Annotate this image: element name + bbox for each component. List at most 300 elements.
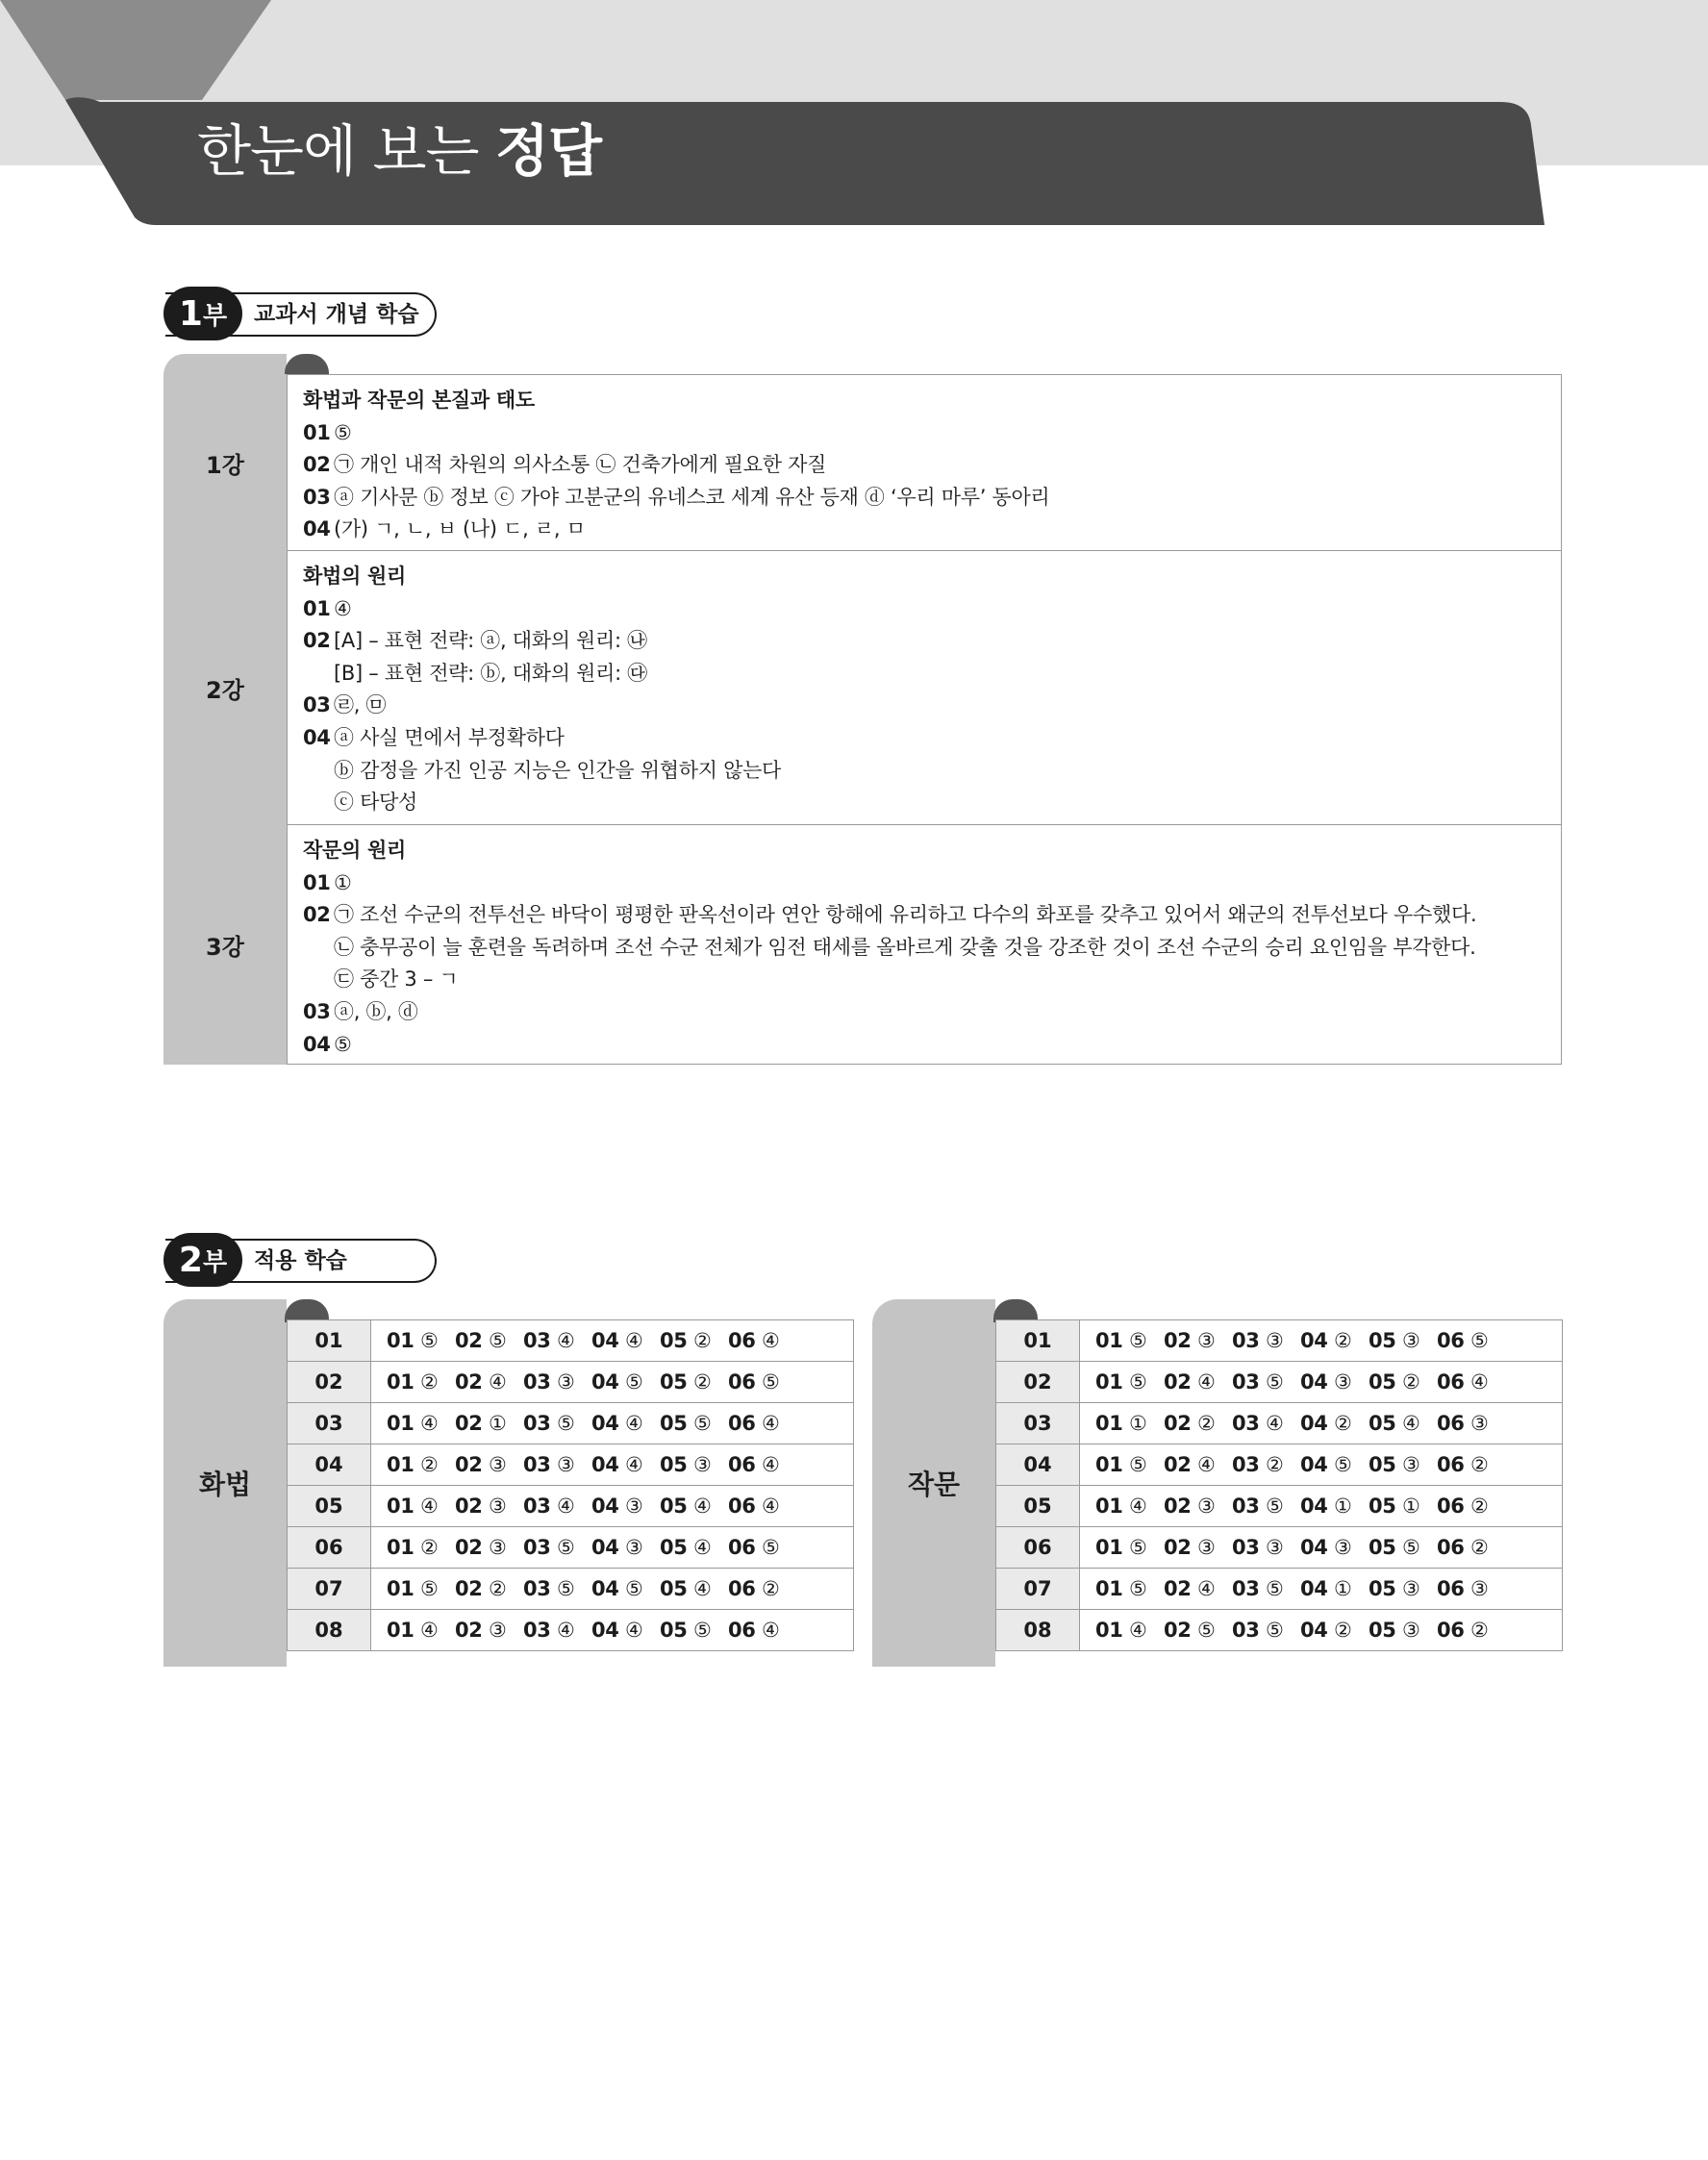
answer-choice: ④	[1197, 1370, 1216, 1394]
answer-choice: ③	[557, 1370, 575, 1394]
answer-item	[523, 1329, 591, 1352]
answer-choice: ②	[693, 1370, 712, 1394]
answer-choice: ②	[1470, 1453, 1489, 1476]
answer-list	[371, 1527, 854, 1569]
answer-choice: ④	[762, 1329, 780, 1352]
answer-row	[288, 1610, 854, 1651]
unit-number: 05	[996, 1486, 1080, 1527]
answer-item	[1369, 1577, 1437, 1600]
part2-tag-number: 2 부	[163, 1233, 242, 1287]
question-number: 04	[1300, 1619, 1328, 1642]
answer-choice: ④	[420, 1494, 439, 1518]
answer-choice: ④	[1470, 1370, 1489, 1394]
answer-choice: ④	[557, 1619, 575, 1642]
answer-item	[455, 1329, 523, 1352]
question-number: 03	[523, 1412, 551, 1435]
question-number: 04	[591, 1329, 619, 1352]
lesson-3-title: 작문의 원리	[303, 839, 406, 862]
answer-item	[591, 1453, 660, 1476]
question-number: 06	[1437, 1577, 1465, 1600]
answer-item	[1095, 1370, 1164, 1394]
answer-choice: ③	[693, 1453, 712, 1476]
question-number: 02	[455, 1329, 483, 1352]
question-number: 02	[455, 1536, 483, 1559]
answer-choice: ②	[1470, 1536, 1489, 1559]
answer-item	[523, 1494, 591, 1518]
answer-choice: ⑤	[1266, 1577, 1284, 1600]
answer-item	[1437, 1494, 1505, 1518]
answer-choice: ④	[1402, 1412, 1420, 1435]
answer-item	[728, 1370, 796, 1394]
question-number: 05	[660, 1329, 688, 1352]
answer-row	[996, 1320, 1563, 1362]
answer-choice: ③	[1402, 1329, 1420, 1352]
page-title: 한눈에 보는 정답	[197, 118, 602, 184]
answer-choice: ④	[1197, 1453, 1216, 1476]
answer-choice: ③	[1197, 1329, 1216, 1352]
answer-choice: ④	[762, 1619, 780, 1642]
answer-choice: ④	[1197, 1577, 1216, 1600]
answer-choice: ①	[1334, 1577, 1352, 1600]
question-number: 02	[455, 1577, 483, 1600]
question-number: 04	[1300, 1412, 1328, 1435]
question-number: 05	[660, 1577, 688, 1600]
unit-number: 06	[996, 1527, 1080, 1569]
question-number: 04	[591, 1453, 619, 1476]
answer-choice: ②	[1334, 1329, 1352, 1352]
question-number: 04	[591, 1536, 619, 1559]
lesson-3-line: 03 ⓐ, ⓑ, ⓓ	[303, 999, 418, 1023]
question-number: 01	[1095, 1453, 1123, 1476]
answer-choice: ②	[762, 1577, 780, 1600]
answer-choice: ⑤	[1129, 1536, 1147, 1559]
answer-list	[1080, 1569, 1563, 1610]
question-number: 03	[1232, 1577, 1260, 1600]
answer-item	[1095, 1412, 1164, 1435]
lesson-2-box	[287, 550, 1562, 825]
lesson-1-title: 화법과 작문의 본질과 태도	[303, 389, 535, 412]
answer-choice: ⑤	[557, 1577, 575, 1600]
answer-choice: ④	[420, 1619, 439, 1642]
answer-item	[1232, 1412, 1300, 1435]
question-number: 03	[1232, 1619, 1260, 1642]
question-number: 03	[1232, 1536, 1260, 1559]
unit-number: 06	[288, 1527, 371, 1569]
answer-choice: ④	[625, 1329, 643, 1352]
answer-choice: ③	[557, 1453, 575, 1476]
answer-row	[288, 1486, 854, 1527]
header-banner	[0, 0, 1708, 231]
answer-item	[387, 1494, 455, 1518]
lesson-3-line: 01 ①	[303, 870, 352, 894]
question-number: 05	[660, 1412, 688, 1435]
part1-tag-label: 교과서 개념 학습	[254, 302, 419, 327]
lesson-1-line: 02 ㉠ 개인 내적 차원의 의사소통 ㉡ 건축가에게 필요한 자질	[303, 453, 827, 477]
lesson-1-line: 01 ⑤	[303, 420, 352, 444]
question-number: 06	[1437, 1329, 1465, 1352]
answer-list	[1080, 1486, 1563, 1527]
answer-row	[996, 1403, 1563, 1444]
question-number: 06	[728, 1412, 756, 1435]
question-number: 02	[455, 1412, 483, 1435]
lesson-2-line: [B] – 표현 전략: ⓑ, 대화의 원리: ㉰	[334, 661, 647, 685]
answer-list	[371, 1403, 854, 1444]
unit-number: 08	[996, 1610, 1080, 1651]
answer-choice: ②	[693, 1329, 712, 1352]
question-number: 04	[591, 1412, 619, 1435]
question-number: 05	[1369, 1412, 1396, 1435]
answer-item	[1164, 1412, 1232, 1435]
answer-choice: ②	[489, 1577, 507, 1600]
answer-choice: ④	[557, 1329, 575, 1352]
answer-item	[1232, 1453, 1300, 1476]
answer-item	[591, 1329, 660, 1352]
unit-number: 04	[996, 1444, 1080, 1486]
question-number: 03	[1232, 1370, 1260, 1394]
answer-item	[1369, 1370, 1437, 1394]
question-number: 02	[1164, 1453, 1192, 1476]
writing-answer-grid	[995, 1319, 1563, 1651]
lesson-2-title: 화법의 원리	[303, 565, 406, 588]
question-number: 04	[1300, 1494, 1328, 1518]
part1-side-tab	[163, 354, 287, 375]
answer-choice: ④	[489, 1370, 507, 1394]
question-number: 03	[523, 1619, 551, 1642]
answer-row	[288, 1569, 854, 1610]
question-number: 05	[1369, 1494, 1396, 1518]
answer-item	[1437, 1577, 1505, 1600]
answer-choice: ④	[762, 1453, 780, 1476]
question-number: 01	[1095, 1577, 1123, 1600]
answer-item	[1437, 1453, 1505, 1476]
answer-list	[1080, 1320, 1563, 1362]
answer-item	[1164, 1329, 1232, 1352]
question-number: 01	[387, 1536, 414, 1559]
answer-list	[371, 1320, 854, 1362]
answer-choice: ③	[1197, 1494, 1216, 1518]
answer-item	[1437, 1412, 1505, 1435]
answer-choice: ③	[625, 1536, 643, 1559]
answer-choice: ②	[1402, 1370, 1420, 1394]
answer-item	[523, 1370, 591, 1394]
answer-item	[455, 1577, 523, 1600]
answer-item	[387, 1370, 455, 1394]
answer-choice: ⑤	[1129, 1453, 1147, 1476]
answer-item	[591, 1494, 660, 1518]
unit-number: 02	[288, 1362, 371, 1403]
lesson-1-label: 1강	[163, 374, 287, 551]
answer-choice: ③	[1402, 1453, 1420, 1476]
answer-item	[455, 1494, 523, 1518]
question-number: 04	[591, 1370, 619, 1394]
answer-item	[523, 1453, 591, 1476]
answer-choice: ④	[625, 1619, 643, 1642]
answer-item	[1232, 1370, 1300, 1394]
writing-side-label: 작문	[872, 1299, 995, 1667]
answer-item	[1369, 1453, 1437, 1476]
answer-item	[1369, 1494, 1437, 1518]
question-number: 06	[728, 1370, 756, 1394]
answer-item	[1164, 1453, 1232, 1476]
question-number: 04	[591, 1494, 619, 1518]
answer-item	[1164, 1370, 1232, 1394]
answer-item	[591, 1577, 660, 1600]
question-number: 05	[1369, 1329, 1396, 1352]
lesson-3-line: 04 ⑤	[303, 1032, 352, 1056]
answer-list	[1080, 1527, 1563, 1569]
question-number: 02	[1164, 1329, 1192, 1352]
answer-item	[1095, 1453, 1164, 1476]
answer-choice: ④	[557, 1494, 575, 1518]
answer-item	[1232, 1536, 1300, 1559]
question-number: 06	[728, 1577, 756, 1600]
question-number: 01	[1095, 1370, 1123, 1394]
answer-item	[1095, 1536, 1164, 1559]
question-number: 03	[1232, 1412, 1260, 1435]
question-number: 03	[523, 1577, 551, 1600]
question-number: 04	[591, 1619, 619, 1642]
unit-number: 07	[996, 1569, 1080, 1610]
answer-item	[728, 1577, 796, 1600]
answer-choice: ⑤	[557, 1536, 575, 1559]
lesson-1-line: 03 ⓐ 기사문 ⓑ 정보 ⓒ 가야 고분군의 유네스코 세계 유산 등재 ⓓ ‘우리 마루’ 동아리	[303, 485, 1050, 509]
answer-choice: ③	[489, 1536, 507, 1559]
answer-item	[1369, 1412, 1437, 1435]
answer-choice: ②	[420, 1370, 439, 1394]
question-number: 02	[1164, 1494, 1192, 1518]
answer-list	[1080, 1610, 1563, 1651]
answer-choice: ③	[1266, 1329, 1284, 1352]
question-number: 02	[1164, 1577, 1192, 1600]
part1-tag	[165, 292, 444, 335]
answer-item	[1300, 1412, 1369, 1435]
answer-choice: ②	[1266, 1453, 1284, 1476]
answer-choice: ⑤	[1129, 1370, 1147, 1394]
answer-choice: ⑤	[1197, 1619, 1216, 1642]
answer-choice: ①	[1334, 1494, 1352, 1518]
answer-item	[1095, 1619, 1164, 1642]
question-number: 05	[1369, 1577, 1396, 1600]
question-number: 03	[523, 1494, 551, 1518]
answer-choice: ④	[1129, 1494, 1147, 1518]
answer-item	[455, 1453, 523, 1476]
lesson-2-line: ⓑ 감정을 가진 인공 지능은 인간을 위협하지 않는다	[334, 758, 782, 782]
question-number: 05	[1369, 1619, 1396, 1642]
answer-choice: ⑤	[1266, 1619, 1284, 1642]
lesson-2-label: 2강	[163, 550, 287, 825]
question-number: 04	[1300, 1329, 1328, 1352]
answer-choice: ④	[693, 1494, 712, 1518]
question-number: 01	[1095, 1536, 1123, 1559]
answer-item	[1300, 1329, 1369, 1352]
answer-choice: ③	[1334, 1536, 1352, 1559]
lesson-3-box	[287, 824, 1562, 1065]
question-number: 01	[387, 1453, 414, 1476]
question-number: 04	[1300, 1453, 1328, 1476]
answer-item	[1095, 1329, 1164, 1352]
answer-choice: ②	[1470, 1494, 1489, 1518]
answer-item	[1437, 1329, 1505, 1352]
unit-number: 08	[288, 1610, 371, 1651]
question-number: 01	[1095, 1329, 1123, 1352]
answer-choice: ③	[1470, 1577, 1489, 1600]
question-number: 06	[728, 1536, 756, 1559]
answer-row	[996, 1527, 1563, 1569]
answer-list	[1080, 1362, 1563, 1403]
answer-item	[660, 1412, 728, 1435]
answer-item	[660, 1453, 728, 1476]
question-number: 01	[387, 1412, 414, 1435]
answer-item	[660, 1619, 728, 1642]
answer-row	[288, 1403, 854, 1444]
answer-choice: ④	[420, 1412, 439, 1435]
answer-item	[455, 1370, 523, 1394]
question-number: 05	[660, 1453, 688, 1476]
question-number: 05	[1369, 1370, 1396, 1394]
answer-choice: ④	[1266, 1412, 1284, 1435]
answer-choice: ⑤	[420, 1329, 439, 1352]
unit-number: 07	[288, 1569, 371, 1610]
answer-choice: ③	[1266, 1536, 1284, 1559]
answer-item	[455, 1536, 523, 1559]
answer-choice: ③	[1402, 1619, 1420, 1642]
question-number: 06	[728, 1453, 756, 1476]
question-number: 03	[1232, 1329, 1260, 1352]
lesson-2-line: 04 ⓐ 사실 면에서 부정확하다	[303, 725, 565, 749]
lesson-1-box	[287, 374, 1562, 551]
answer-row	[996, 1610, 1563, 1651]
lesson-3-line: ㉡ 충무공이 늘 훈련을 독려하며 조선 수군 전체가 임전 태세를 올바르게 갖출 것을 강조한 것이 조선 수군의 승리 요인임을 부각한다.	[334, 935, 1476, 959]
unit-number: 01	[996, 1320, 1080, 1362]
question-number: 02	[1164, 1619, 1192, 1642]
answer-list	[1080, 1403, 1563, 1444]
answer-row	[288, 1444, 854, 1486]
question-number: 04	[1300, 1536, 1328, 1559]
answer-row	[996, 1569, 1563, 1610]
answer-item	[1164, 1577, 1232, 1600]
answer-choice: ①	[1129, 1412, 1147, 1435]
answer-choice: ③	[489, 1619, 507, 1642]
unit-number: 04	[288, 1444, 371, 1486]
answer-item	[660, 1536, 728, 1559]
answer-choice: ④	[762, 1412, 780, 1435]
answer-row	[996, 1444, 1563, 1486]
question-number: 04	[1300, 1577, 1328, 1600]
answer-item	[1095, 1494, 1164, 1518]
answer-choice: ④	[625, 1453, 643, 1476]
answer-choice: ④	[625, 1412, 643, 1435]
answer-item	[1437, 1370, 1505, 1394]
question-number: 02	[455, 1453, 483, 1476]
answer-item	[591, 1412, 660, 1435]
answer-item	[591, 1370, 660, 1394]
lesson-2-line: 03 ㉣, ㉤	[303, 693, 387, 717]
answer-choice: ⑤	[625, 1370, 643, 1394]
part2-tag	[165, 1239, 444, 1281]
lesson-3-line: ㉢ 중간 3 – ㄱ	[334, 967, 459, 992]
answer-item	[728, 1329, 796, 1352]
answer-choice: ⑤	[420, 1577, 439, 1600]
question-number: 05	[660, 1619, 688, 1642]
answer-list	[371, 1569, 854, 1610]
answer-item	[1369, 1329, 1437, 1352]
answer-item	[1164, 1619, 1232, 1642]
question-number: 03	[1232, 1494, 1260, 1518]
answer-choice: ②	[1334, 1412, 1352, 1435]
unit-number: 03	[996, 1403, 1080, 1444]
answer-list	[371, 1444, 854, 1486]
answer-list	[371, 1486, 854, 1527]
answer-item	[387, 1577, 455, 1600]
answer-item	[591, 1619, 660, 1642]
answer-row	[996, 1486, 1563, 1527]
answer-choice: ③	[1470, 1412, 1489, 1435]
answer-row	[288, 1320, 854, 1362]
answer-choice: ⑤	[762, 1536, 780, 1559]
question-number: 06	[1437, 1619, 1465, 1642]
answer-row	[996, 1362, 1563, 1403]
question-number: 03	[523, 1536, 551, 1559]
answer-row	[288, 1362, 854, 1403]
lesson-3-line: 02 ㉠ 조선 수군의 전투선은 바닥이 평평한 판옥선이라 연안 항해에 유리하고 다수의 화포를 갖추고 있어서 왜군의 전투선보다 우수했다.	[303, 903, 1477, 927]
answer-choice: ⑤	[1266, 1370, 1284, 1394]
question-number: 01	[1095, 1494, 1123, 1518]
speech-answer-grid	[287, 1319, 854, 1651]
answer-item	[1232, 1577, 1300, 1600]
question-number: 06	[728, 1329, 756, 1352]
answer-item	[387, 1536, 455, 1559]
answer-item	[387, 1619, 455, 1642]
answer-choice: ③	[1402, 1577, 1420, 1600]
answer-choice: ⑤	[1402, 1536, 1420, 1559]
lesson-2-line: 02 [A] – 표현 전략: ⓐ, 대화의 원리: ㉯	[303, 629, 647, 653]
answer-choice: ②	[1197, 1412, 1216, 1435]
answer-item	[387, 1412, 455, 1435]
answer-item	[387, 1453, 455, 1476]
answer-list	[1080, 1444, 1563, 1486]
question-number: 01	[387, 1577, 414, 1600]
answer-choice: ⑤	[1266, 1494, 1284, 1518]
answer-item	[455, 1412, 523, 1435]
answer-choice: ⑤	[762, 1370, 780, 1394]
answer-choice: ⑤	[625, 1577, 643, 1600]
unit-number: 02	[996, 1362, 1080, 1403]
answer-item	[660, 1329, 728, 1352]
question-number: 06	[1437, 1370, 1465, 1394]
question-number: 06	[1437, 1536, 1465, 1559]
answer-item	[1300, 1370, 1369, 1394]
part1-tag-number: 1 부	[163, 287, 242, 340]
answer-choice: ②	[1334, 1619, 1352, 1642]
answer-choice: ④	[762, 1494, 780, 1518]
answer-item	[728, 1536, 796, 1559]
answer-row	[288, 1527, 854, 1569]
answer-item	[1300, 1577, 1369, 1600]
question-number: 05	[660, 1370, 688, 1394]
question-number: 05	[1369, 1536, 1396, 1559]
unit-number: 01	[288, 1320, 371, 1362]
answer-item	[728, 1494, 796, 1518]
question-number: 02	[455, 1494, 483, 1518]
answer-list	[371, 1610, 854, 1651]
answer-choice: ⑤	[489, 1329, 507, 1352]
answer-choice: ①	[1402, 1494, 1420, 1518]
question-number: 02	[1164, 1536, 1192, 1559]
question-number: 04	[591, 1577, 619, 1600]
answer-item	[728, 1619, 796, 1642]
answer-item	[1232, 1494, 1300, 1518]
answer-choice: ②	[420, 1536, 439, 1559]
